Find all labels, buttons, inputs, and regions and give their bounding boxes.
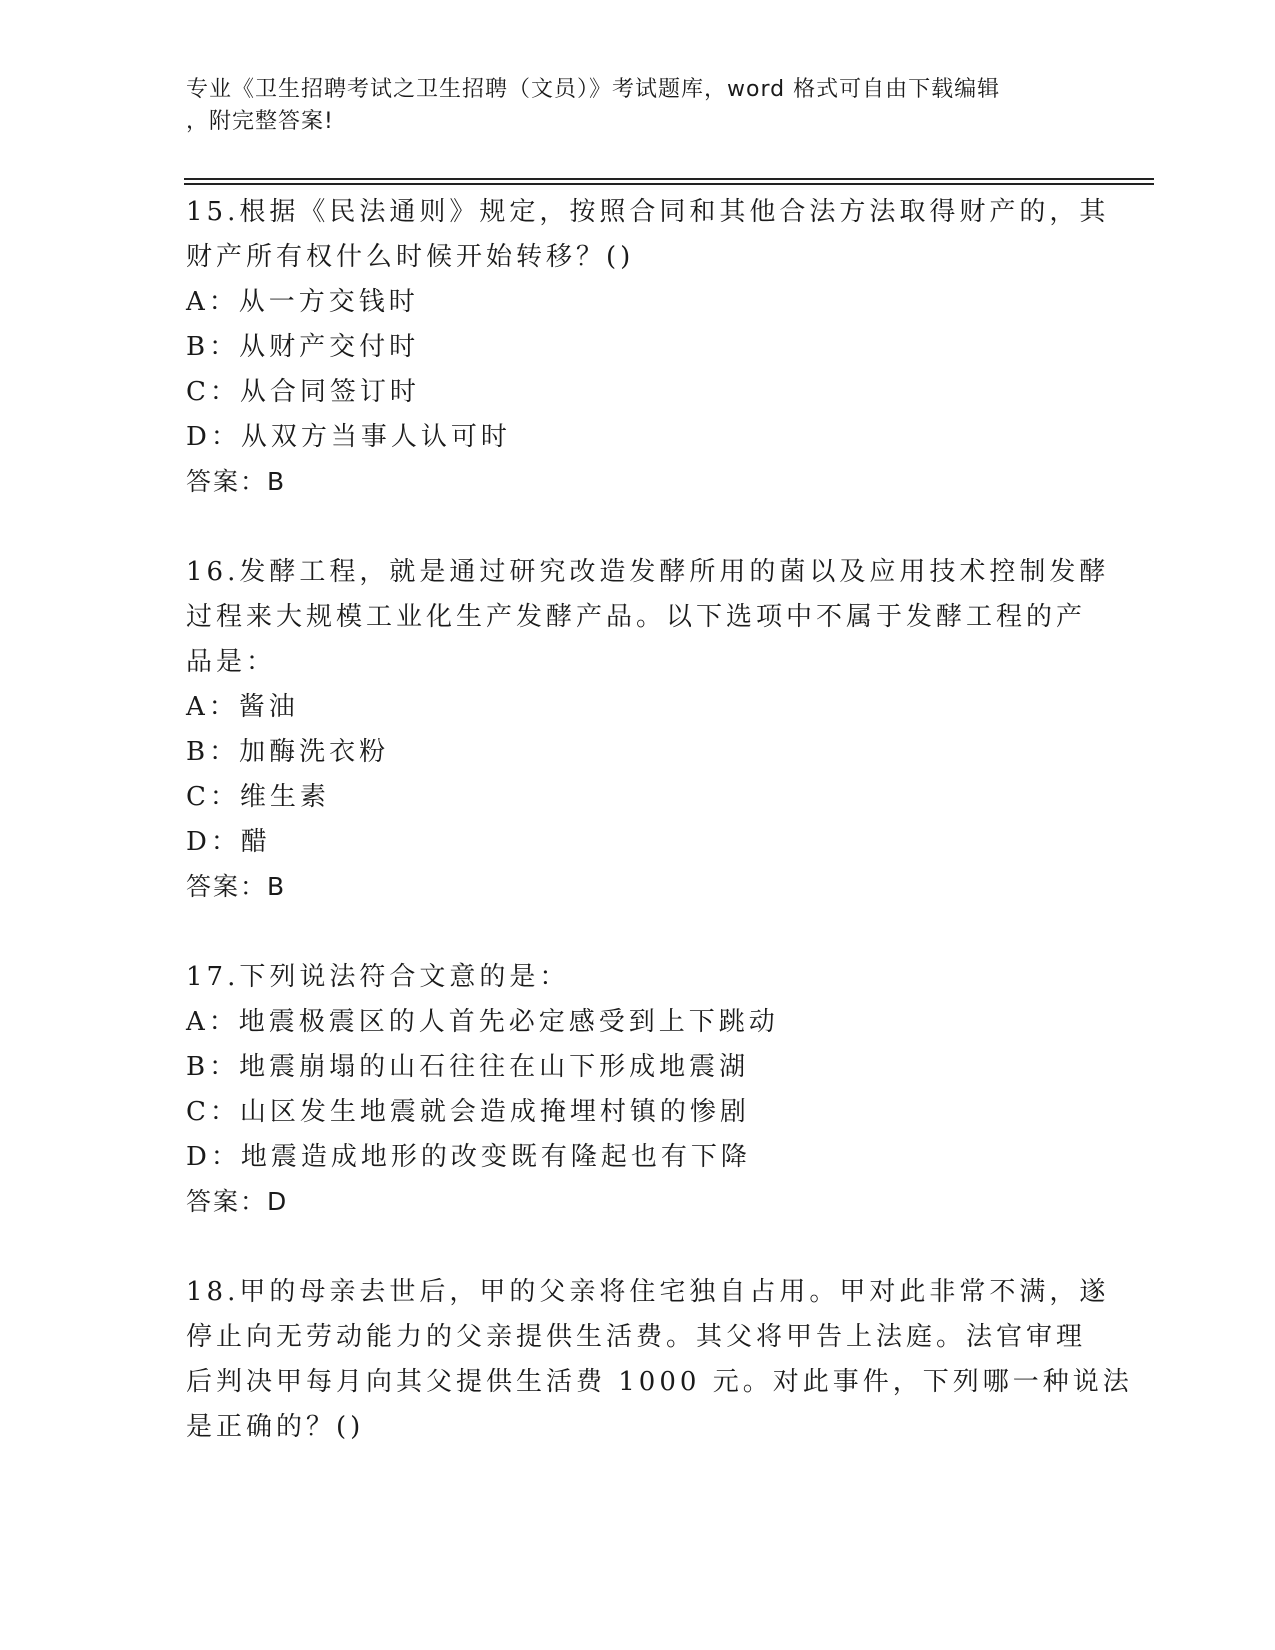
question-stem-line: 财产所有权什么时候开始转移？() <box>186 242 635 272</box>
option-a: A：酱油 <box>186 692 299 722</box>
option-b: B：加酶洗衣粉 <box>186 737 390 767</box>
document-header <box>186 74 1076 138</box>
question-stem-line: 15.根据《民法通则》规定，按照合同和其他合法方法取得财产的，其 <box>186 197 1110 227</box>
question-stem-line: 16.发酵工程，就是通过研究改造发酵所用的菌以及应用技术控制发酵 <box>186 557 1110 587</box>
spacer <box>186 504 1086 550</box>
question-15 <box>186 190 1110 504</box>
question-stem <box>186 550 1110 685</box>
question-stem-line: 17.下列说法符合文意的是： <box>186 962 570 992</box>
spacer <box>186 1224 1086 1270</box>
option-a: A：地震极震区的人首先必定感受到上下跳动 <box>186 1007 779 1037</box>
option-d: D：从双方当事人认可时 <box>186 422 511 452</box>
question-stem-line: 后判决甲每月向其父提供生活费 1000 元。对此事件，下列哪一种说法 <box>186 1367 1133 1397</box>
header-divider-bottom <box>184 183 1154 185</box>
question-stem <box>186 190 1110 280</box>
question-17 <box>186 955 1086 1224</box>
question-stem-line: 过程来大规模工业化生产发酵产品。以下选项中不属于发酵工程的产 <box>186 602 1087 632</box>
answer-label: 答案：B <box>186 872 287 901</box>
option-b: B：从财产交付时 <box>186 332 420 362</box>
question-16 <box>186 550 1110 909</box>
spacer <box>186 909 1086 955</box>
header-line-1: 专业《卫生招聘考试之卫生招聘（文员）》考试题库，word 格式可自由下载编辑 <box>186 77 1001 102</box>
question-stem <box>186 955 1086 1000</box>
header-divider-top <box>184 178 1154 180</box>
question-stem-line: 是正确的？() <box>186 1412 365 1442</box>
option-c: C：维生素 <box>186 782 330 812</box>
question-list <box>186 190 1133 1450</box>
header-line-2: ，附完整答案! <box>186 109 334 134</box>
question-18 <box>186 1270 1133 1450</box>
answer-label: 答案：D <box>186 1187 289 1216</box>
question-stem <box>186 1270 1133 1450</box>
option-c: C：从合同签订时 <box>186 377 420 407</box>
answer-label: 答案：B <box>186 467 287 496</box>
question-stem-line: 停止向无劳动能力的父亲提供生活费。其父将甲告上法庭。法官审理 <box>186 1322 1087 1352</box>
question-stem-line: 品是： <box>186 647 277 677</box>
question-stem-line: 18.甲的母亲去世后，甲的父亲将住宅独自占用。甲对此非常不满，遂 <box>186 1277 1110 1307</box>
option-d: D：醋 <box>186 827 271 857</box>
option-b: B：地震崩塌的山石往往在山下形成地震湖 <box>186 1052 750 1082</box>
option-c: C：山区发生地震就会造成掩埋村镇的惨剧 <box>186 1097 750 1127</box>
option-d: D：地震造成地形的改变既有隆起也有下降 <box>186 1142 751 1172</box>
option-a: A：从一方交钱时 <box>186 287 419 317</box>
